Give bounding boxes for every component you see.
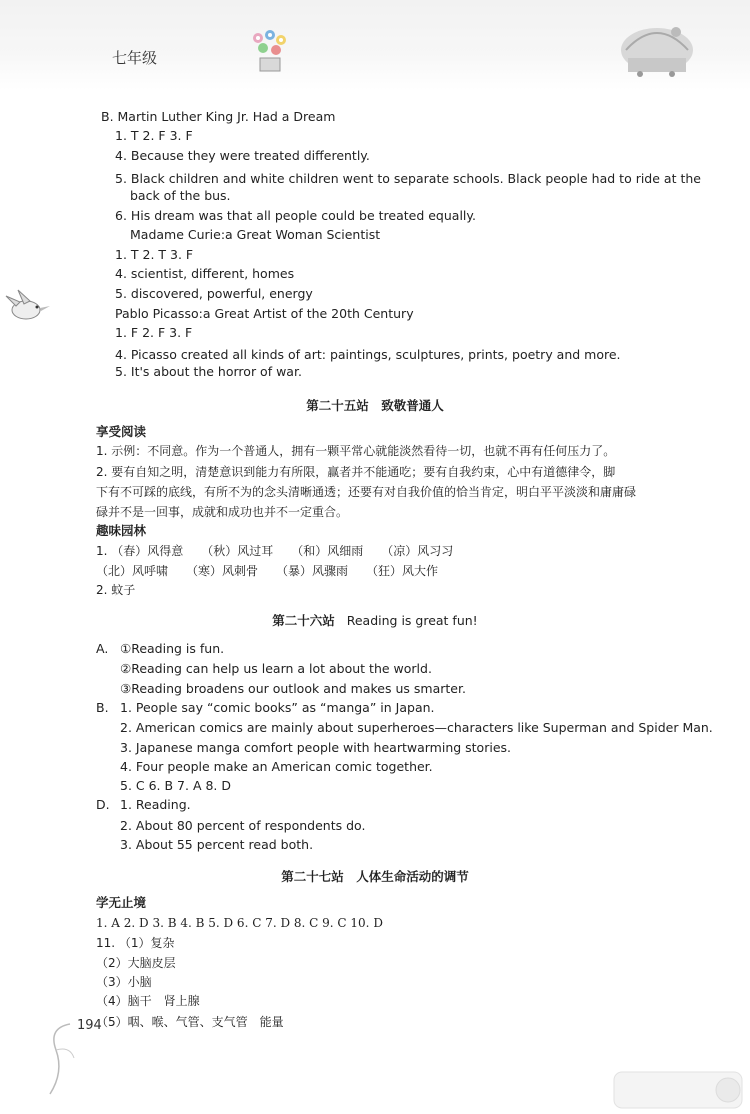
watermark-logo: [610, 1068, 746, 1112]
section-25-sub2: 趣味园林: [96, 523, 147, 538]
answer-line: 4. Four people make an American comic together.: [120, 759, 433, 774]
answer-line: 4. Picasso created all kinds of art: paintings, sculptures, prints, poetry and more.: [115, 347, 621, 362]
basket-illustration: [612, 18, 702, 80]
answer-line: 5. It's about the horror of war.: [115, 364, 302, 379]
paragraph-line: 1. 示例：不同意。作为一个普通人，拥有一颗平常心就能淡然看待一切，也就不再有任何压力了。: [96, 444, 616, 458]
answer-line: 1. People say “comic books” as “manga” in Japan.: [120, 700, 435, 715]
answer-line: 1. T 2. F 3. F: [115, 128, 193, 143]
paragraph-line: 2. 蚊子: [96, 583, 136, 597]
answer-line: 6. His dream was that all people could be treated equally.: [115, 208, 476, 223]
answer-line: 5. discovered, powerful, energy: [115, 286, 313, 301]
part-label: A.: [96, 641, 109, 656]
part-label: D.: [96, 797, 110, 812]
swirl-decoration-icon: [40, 1018, 80, 1098]
part-b-title: B. Martin Luther King Jr. Had a Dream: [101, 109, 336, 124]
answer-line: 2. About 80 percent of respondents do.: [120, 818, 366, 833]
answer-line: 1. F 2. F 3. F: [115, 325, 193, 340]
answer-line: （3）小脑: [96, 975, 152, 989]
answer-line: 3. Japanese manga comfort people with heartwarming stories.: [120, 740, 511, 755]
subsection-title: Pablo Picasso:a Great Artist of the 20th Century: [115, 306, 414, 321]
answer-line: 1. A 2. D 3. B 4. B 5. D 6. C 7. D 8. C 9. C 10. D: [96, 916, 383, 930]
answer-line: 2. American comics are mainly about superheroes—characters like Superman and Spider Man.: [120, 720, 713, 735]
section-26-title-en: Reading is great fun!: [346, 613, 478, 628]
flower-illustration: [248, 28, 292, 74]
section-26-title-cn: 第二十六站: [272, 613, 335, 628]
paragraph-line: 2. 要有自知之明，清楚意识到能力有所限，赢者并不能通吃；要有自我约束，心中有道德律令，脚: [96, 465, 616, 479]
section-25-title: [0, 398, 750, 414]
answer-line: （5）咽、喉、气管、支气管 能量: [96, 1015, 284, 1029]
answer-line: 5. C 6. B 7. A 8. D: [120, 778, 231, 793]
answer-line: （2）大脑皮层: [96, 956, 176, 970]
paragraph-line: （北）风呼啸 （寒）风刺骨 （暴）风骤雨 （狂）风大作: [96, 564, 439, 578]
answer-line: （4）脑干 肾上腺: [96, 994, 200, 1008]
section-27-title: [0, 869, 750, 885]
answer-line: ③Reading broadens our outlook and makes us smarter.: [120, 681, 466, 696]
answer-line: ①Reading is fun.: [120, 641, 225, 656]
section-26-title: [0, 613, 750, 629]
paragraph-line: 1. （春）风得意 （秋）风过耳 （和）风细雨 （凉）风习习: [96, 544, 454, 558]
grade-label: 七年级: [112, 49, 158, 67]
answer-line: 11. （1）复杂: [96, 936, 175, 950]
part-label: B.: [96, 700, 109, 715]
bird-illustration: [4, 286, 56, 330]
section-27-sub: 学无止境: [96, 895, 147, 910]
paragraph-line: 碌并不是一回事，成就和成功也并不一定重合。: [96, 505, 349, 519]
answer-line: ②Reading can help us learn a lot about the world.: [120, 661, 432, 676]
section-25-sub1: 享受阅读: [96, 424, 147, 439]
section-27-title-text: 第二十七站 人体生命活动的调节: [281, 869, 469, 884]
subsection-title: Madame Curie:a Great Woman Scientist: [130, 227, 381, 242]
paragraph-line: 下有不可踩的底线，有所不为的念头清晰通透；还要有对自我价值的恰当肯定，明白平平淡淡和庸庸碌: [96, 485, 637, 499]
answer-line: 1. Reading.: [120, 797, 191, 812]
answer-line: 1. T 2. T 3. F: [115, 247, 194, 262]
page-number: 194: [77, 1018, 102, 1033]
answer-line: 5. Black children and white children went to separate schools. Black people had to ride at the: [115, 171, 701, 186]
answer-line: back of the bus.: [130, 188, 231, 203]
answer-line: 4. Because they were treated differently.: [115, 148, 370, 163]
answer-line: 3. About 55 percent read both.: [120, 837, 314, 852]
answer-line: 4. scientist, different, homes: [115, 266, 295, 281]
section-25-title-text: 第二十五站 致敬普通人: [306, 398, 444, 413]
